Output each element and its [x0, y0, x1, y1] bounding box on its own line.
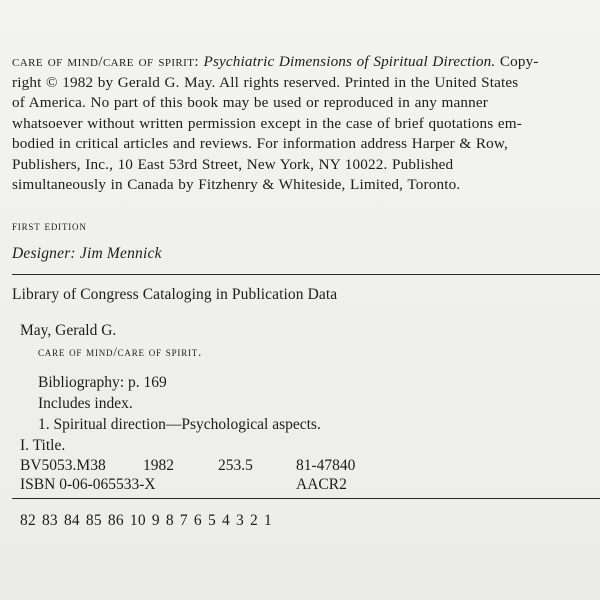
divider-top — [12, 274, 600, 275]
copyright-notice — [12, 52, 597, 196]
cip-subject: 1. Spiritual direction—Psychological aspects. — [38, 416, 321, 433]
book-title-small-caps: care of mind/care of spirit: — [12, 53, 199, 70]
copyright-line-4: whatsoever without written permission except in the case of brief quotations em- — [12, 114, 522, 132]
divider-bottom — [12, 498, 600, 499]
copyright-line-5: bodied in critical articles and reviews. For information address Harper & Row, — [12, 135, 509, 152]
print-line: 82 83 84 85 86 10 9 8 7 6 5 4 3 2 1 — [20, 512, 272, 529]
cip-lccn: 81-47840 — [296, 457, 356, 474]
copyright-line-7: simultaneously in Canada by Fitzhenry & Whiteside, Limited, Toronto. — [12, 176, 461, 193]
copyright-line-1 — [12, 52, 597, 73]
cip-heading: Library of Congress Cataloging in Publication Data — [12, 286, 338, 303]
cip-added-entry: I. Title. — [20, 437, 66, 454]
edition-label: first edition — [12, 218, 87, 233]
cip-call-number: BV5053.M38 — [20, 457, 106, 474]
copyright-line-1-rest: Copy- — [499, 53, 539, 70]
copyright-line-6: Publishers, Inc., 10 East 53rd Street, New York, NY 10022. Published — [12, 155, 454, 173]
cip-isbn: ISBN 0-06-065533-X — [20, 476, 156, 493]
cip-title-small-caps: care of mind/care of spirit. — [38, 345, 203, 359]
copyright-line-2: right © 1982 by Gerald G. May. All rights reserved. Printed in the United States — [12, 73, 519, 91]
cip-index-note: Includes index. — [38, 395, 133, 412]
cip-year: 1982 — [143, 457, 174, 474]
book-subtitle: Psychiatric Dimensions of Spiritual Direction. — [203, 53, 496, 70]
copyright-line-3: of America. No part of this book may be used or reproduced in any manner — [12, 94, 488, 111]
cip-bibliography: Bibliography: p. 169 — [38, 374, 167, 391]
cip-dewey: 253.5 — [218, 457, 253, 474]
cip-aacr: AACR2 — [296, 476, 347, 493]
cip-author: May, Gerald G. — [20, 322, 117, 339]
designer-credit: Designer: Jim Mennick — [12, 245, 162, 262]
